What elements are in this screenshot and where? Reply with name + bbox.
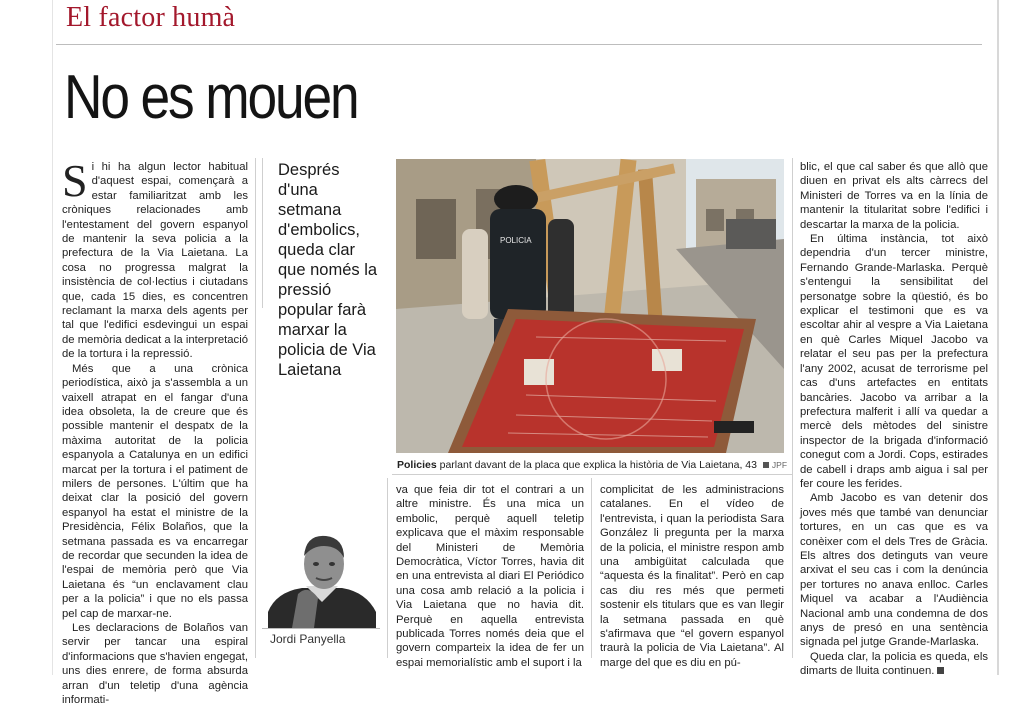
- column-rule: [387, 478, 388, 658]
- author-name: Jordi Panyella: [270, 632, 346, 646]
- section-label: El factor humà: [66, 2, 236, 33]
- section-divider: [56, 44, 982, 45]
- headline: No es mouen: [64, 63, 358, 132]
- pullquote: Després d'una setmana d'embolics, queda clar que només la pressió popular farà marxar la policia de Via Laietana: [278, 161, 378, 379]
- paragraph: complicitat de les administracions catalanes. En el vídeo de l'entrevista, i quan la periodista Sara González li pregunta per la marxa de la policia, el ministre respon amb una ambigüitat calculada que “aquesta és la finalitat”. Però en cap cas diu res més que permeti sostenir els titulars que es van llegir la setmana passada en què s'afirmava que “el govern espanyol traurà la policia de Via Laietana”. Al marge del que es diu en pú-: [600, 484, 784, 669]
- vest-label: POLICIA: [500, 236, 532, 245]
- paragraph: blic, el que cal saber és que allò que diuen en privat els alts càrrecs del Ministeri de Torres va en la línia de mantenir la titularitat sobre l'edifici i descartar la marxa de la policia.: [800, 161, 988, 231]
- caption-square-icon: [763, 462, 769, 468]
- closing-paragraph: Queda clar, la policia es queda, els dimarts de lluita continuen.: [800, 650, 988, 678]
- street-scene-image: [396, 159, 784, 453]
- article-column-4: [800, 160, 988, 678]
- article-column-1: [62, 155, 248, 707]
- article-column-2: [396, 483, 584, 669]
- article-photo: [396, 159, 784, 453]
- paragraph: En última instància, tot això dependria d'un tercer ministre, Fernando Grande-Marlaska. Perquè s'entengui la sensibilitat del personatge sobre la qüestió, és bo explicar el testimoni que es va escoltar ahir al vespre a Via Laietana en què Carles Miquel Jacobo va relatar el seu pas per la prefectura l'any 2002, acusat de terrorisme pel cas d'uns artefactes en entitats bancàries. Jacobo va arribar a la prefectura malferit i allí va quedar a mercè dels mètodes del sinistre inspector de la brigada d'informació conegut com a Jordi. Cops, estirades de cabell i draps amb aigua i sal per fer coure les ferides.: [800, 233, 988, 490]
- paragraph: i hi ha algun lector habitual d'aquest espai, començarà a estar familiaritzat amb les cròniques relacionades amb l'entestament del govern espanyol de mantenir la seva policia a la prefectura de la Via Laietana. La cosa no progressa malgrat la insistència de col·lectius i ciutadans que, cada 15 dies, es concentren reclamant la marxa dels agents per tal que l'edifici esdevingui un espai de memòria dedicat a la interpretació de la tortura i la repressió.: [62, 161, 248, 361]
- author-portrait: [262, 520, 382, 628]
- paragraph: Les declaracions de Bolaños van servir per tancar una espiral d'informacions que s'havien engegat, uns dies enrere, de forma absurda arran d'un teletip d'una agència informati-: [62, 622, 248, 707]
- column-rule: [255, 158, 256, 658]
- caption-divider: [392, 474, 792, 475]
- caption-text: parlant davant de la placa que explica la història de Via Laietana, 43: [439, 459, 757, 471]
- author-rule: [262, 628, 380, 629]
- paragraph: va que feia dir tot el contrari a un altre ministre. És una mica un embolic, perquè aquell teletip explicava que el màxim responsable del Ministeri de Memòria Democràtica, Víctor Torres, havia dit en una entrevista al diari El Periódico una cosa amb relació a la policia i Via Laietana que no havia dit. Perquè en aquella entrevista publicada Torres només deia que el govern comparteix la idea de fer un espai memorialístic amb el suport i la: [396, 484, 584, 669]
- page-edge-rule: [52, 0, 53, 675]
- photo-credit: JPF: [771, 460, 788, 470]
- paragraph: Amb Jacobo es van detenir dos joves més que també van denunciar tortures, en un cas que es va conèixer com el dels Tres de Gràcia. Els altres dos detinguts van veure arxivat el seu cas i com la denúncia per tortures no anava enlloc. Carles Miquel va acabar a l'Audiència Nacional amb una condemna de dos anys de presó en una sentència signada pel jutge Grande-Marlaska.: [800, 492, 988, 649]
- column-rule: [591, 478, 592, 658]
- photo-caption: [397, 459, 787, 471]
- dropcap: S: [62, 155, 88, 206]
- page-edge-rule-right: [997, 0, 999, 675]
- end-mark-icon: [937, 667, 944, 674]
- paragraph: Més que a una crònica periodística, això ja s'assembla a un vaixell atrapat en el fangar d'una idea obsoleta, la de creure que és possible mantenir el despatx de la màxima autoritat de la policia espanyola a Catalunya en un edifici marcat per la tortura i el patiment de milers de persones. L'últim que ha deixat clar la posició del govern espanyol ha estat el ministre de la Presidència, Félix Bolaños, que la setmana passada es va encarregar de recordar que secunden la idea de l'espai de memòria però que Via Laietana és “un enclavament clau per a la policia” i que no els passa pel cap de marxar-ne.: [62, 362, 248, 620]
- article-column-3: [600, 483, 784, 669]
- column-rule: [792, 158, 793, 658]
- pullquote-rule: [262, 158, 263, 308]
- caption-lead: Policies: [397, 459, 437, 471]
